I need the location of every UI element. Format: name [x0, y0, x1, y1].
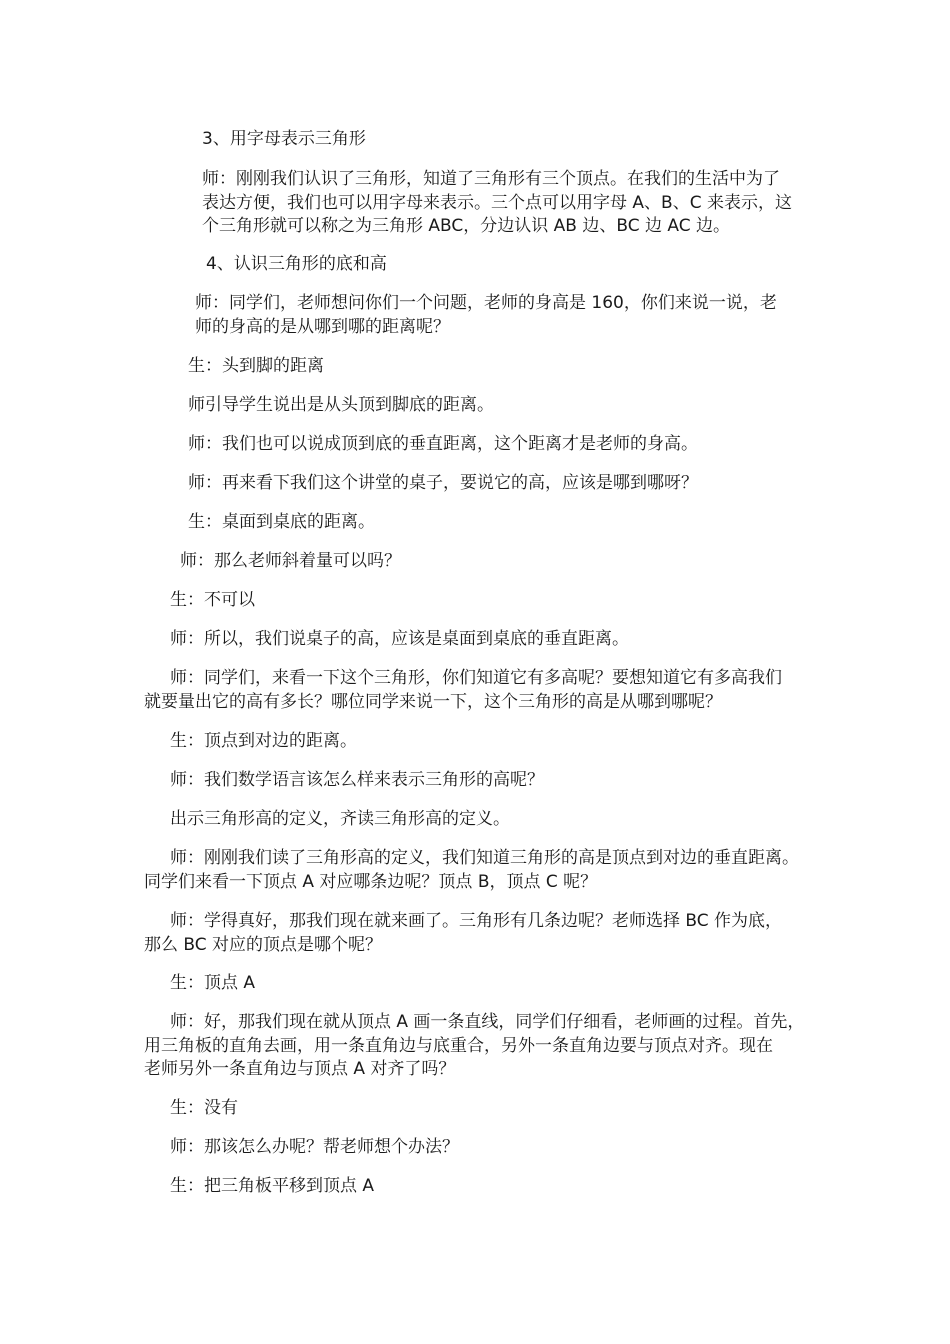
text-line: 生：没有 — [170, 1098, 238, 1118]
text-line: 师：刚刚我们认识了三角形，知道了三角形有三个顶点。在我们的生活中为了 — [202, 169, 780, 189]
paragraph — [144, 667, 782, 714]
paragraph — [144, 847, 799, 894]
text-line: 师：同学们，老师想问你们一个问题，老师的身高是 160，你们来说一说，老 — [195, 293, 777, 313]
text-line: 出示三角形高的定义，齐读三角形高的定义。 — [170, 809, 510, 829]
text-line: 同学们来看一下顶点 A 对应哪条边呢？顶点 B，顶点 C 呢？ — [144, 871, 598, 892]
paragraph — [188, 394, 494, 418]
text-line: 那么 BC 对应的顶点是哪个呢？ — [144, 934, 383, 955]
text-line: 师：所以，我们说桌子的高，应该是桌面到桌底的垂直距离。 — [170, 629, 629, 649]
text-line: 生：把三角板平移到顶点 A — [170, 1176, 375, 1196]
paragraph — [188, 355, 324, 379]
text-line: 生：不可以 — [170, 590, 255, 610]
paragraph — [170, 589, 255, 613]
text-line: 师：同学们，来看一下这个三角形，你们知道它有多高呢？要想知道它有多高我们 — [170, 668, 782, 688]
paragraph — [170, 1097, 238, 1121]
text-line: 4、认识三角形的底和高 — [206, 254, 387, 274]
text-line: 师：再来看下我们这个讲堂的桌子，要说它的高，应该是哪到哪呀？ — [188, 473, 698, 493]
text-line: 师：我们数学语言该怎么样来表示三角形的高呢？ — [170, 770, 544, 790]
text-line: 师：学得真好，那我们现在就来画了。三角形有几条边呢？老师选择 BC 作为底， — [170, 911, 783, 931]
text-line: 3、用字母表示三角形 — [202, 129, 366, 149]
paragraph — [170, 1136, 459, 1160]
text-line: 师：那该怎么办呢？帮老师想个办法？ — [170, 1137, 459, 1157]
text-line: 个三角形就可以称之为三角形 ABC，分边认识 AB 边、BC 边 AC 边。 — [202, 216, 731, 236]
text-line: 师：好，那我们现在就从顶点 A 画一条直线，同学们仔细看，老师画的过程。首先， — [170, 1012, 805, 1032]
paragraph — [170, 808, 510, 832]
text-line: 表达方便，我们也可以用字母来表示。三个点可以用字母 A、B、C 来表示，这 — [202, 192, 792, 213]
paragraph — [202, 168, 792, 239]
text-line: 师：刚刚我们读了三角形高的定义，我们知道三角形的高是顶点到对边的垂直距离。 — [170, 848, 799, 868]
paragraph — [170, 972, 255, 996]
text-line: 师：那么老师斜着量可以吗？ — [180, 551, 401, 571]
paragraph — [180, 550, 401, 574]
paragraph — [195, 292, 777, 339]
text-line: 生：桌面到桌底的距离。 — [188, 512, 375, 532]
text-line: 师的身高的是从哪到哪的距离呢？ — [195, 316, 450, 337]
paragraph — [170, 730, 357, 754]
paragraph — [170, 769, 544, 793]
paragraph — [188, 511, 375, 535]
text-line: 生：顶点 A — [170, 973, 256, 993]
paragraph — [188, 472, 698, 496]
text-line: 就要量出它的高有多长？哪位同学来说一下，这个三角形的高是从哪到哪呢？ — [144, 691, 722, 712]
text-line: 生：头到脚的距离 — [188, 356, 324, 376]
text-line: 师：我们也可以说成顶到底的垂直距离，这个距离才是老师的身高。 — [188, 434, 698, 454]
paragraph — [188, 433, 698, 457]
text-line: 师引导学生说出是从头顶到脚底的距离。 — [188, 395, 494, 415]
section-heading — [206, 253, 387, 277]
paragraph — [170, 628, 629, 652]
text-line: 老师另外一条直角边与顶点 A 对齐了吗？ — [144, 1059, 456, 1079]
paragraph — [144, 1011, 804, 1082]
paragraph — [170, 1175, 374, 1199]
text-line: 生：顶点到对边的距离。 — [170, 731, 357, 751]
text-line: 用三角板的直角去画，用一条直角边与底重合，另外一条直角边要与顶点对齐。现在 — [144, 1035, 773, 1056]
paragraph — [144, 910, 782, 957]
section-heading — [202, 128, 366, 152]
